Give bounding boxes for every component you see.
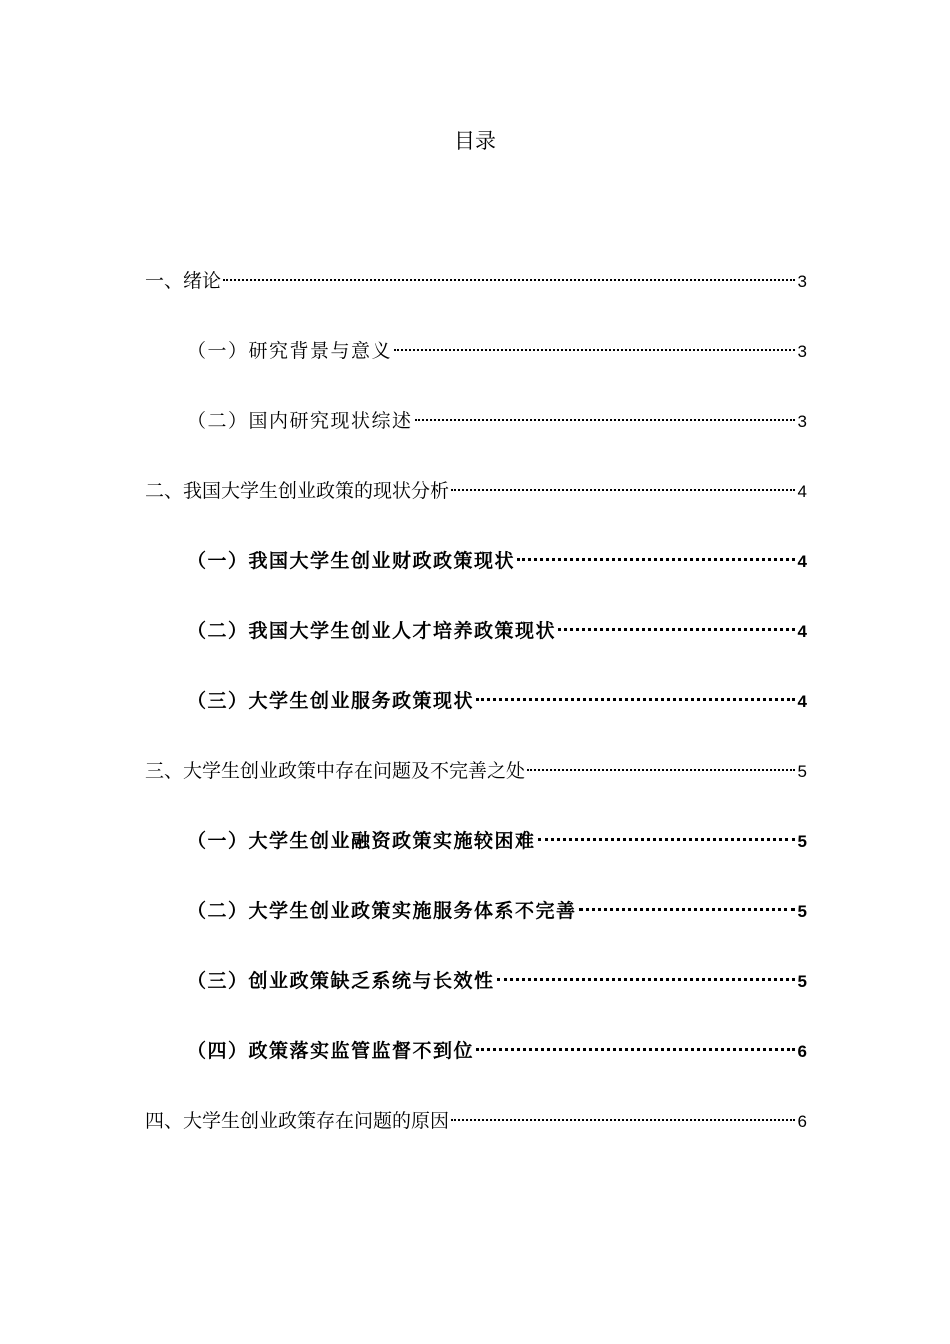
toc-dot-leader: [451, 489, 795, 491]
toc-dot-leader: [476, 698, 795, 701]
toc-entry-page-number: 5: [797, 972, 807, 991]
toc-title: 目录: [454, 129, 496, 153]
toc-entry[interactable]: [145, 474, 807, 508]
toc-dot-leader: [451, 1119, 795, 1121]
toc-dot-leader: [497, 978, 795, 981]
toc-entry-page-number: 5: [797, 832, 807, 851]
toc-entry[interactable]: [187, 544, 807, 578]
toc-entry-label: （二）国内研究现状综述: [187, 410, 413, 432]
toc-entry[interactable]: [187, 964, 807, 998]
toc-entry-page-number: 6: [797, 1042, 807, 1061]
toc-dot-leader: [579, 908, 795, 911]
toc-entry-label: （三）大学生创业服务政策现状: [187, 690, 475, 712]
toc-dot-leader: [517, 558, 795, 561]
toc-entry-page-number: 3: [797, 272, 807, 291]
toc-entry[interactable]: [145, 754, 807, 788]
toc-entry-page-number: 6: [797, 1112, 807, 1131]
toc-entry-page-number: 3: [797, 412, 807, 431]
toc-entry[interactable]: [187, 894, 807, 928]
toc-entry[interactable]: [187, 614, 807, 648]
toc-entry-label: 四、大学生创业政策存在问题的原因: [145, 1110, 450, 1132]
toc-entry-label: 一、绪论: [145, 270, 222, 292]
toc-dot-leader: [538, 838, 795, 841]
toc-entry-page-number: 4: [797, 552, 807, 571]
toc-entry-label: （一）大学生创业融资政策实施较困难: [187, 830, 536, 852]
toc-entry-page-number: 5: [797, 902, 807, 921]
toc-dot-leader: [415, 419, 795, 421]
toc-dot-leader: [527, 769, 795, 771]
toc-entry[interactable]: [187, 684, 807, 718]
toc-dot-leader: [558, 628, 795, 631]
toc-entry[interactable]: [145, 264, 807, 298]
toc-dot-leader: [476, 1048, 795, 1051]
toc-entry[interactable]: [145, 1104, 807, 1138]
toc-entry[interactable]: [187, 404, 807, 438]
toc-entry-page-number: 4: [797, 692, 807, 711]
toc-entry-page-number: 4: [797, 622, 807, 641]
toc-entry-label: 三、大学生创业政策中存在问题及不完善之处: [145, 760, 526, 782]
toc-entry[interactable]: [187, 334, 807, 368]
toc-entry-label: （三）创业政策缺乏系统与长效性: [187, 970, 495, 992]
toc-entry-label: （二）大学生创业政策实施服务体系不完善: [187, 900, 577, 922]
toc-entry-page-number: 4: [797, 482, 807, 501]
toc-entry-label: （一）研究背景与意义: [187, 340, 393, 362]
toc-entry-page-number: 5: [797, 762, 807, 781]
toc-entry-page-number: 3: [797, 342, 807, 361]
toc-dot-leader: [223, 279, 795, 281]
toc-entry-label: （一）我国大学生创业财政政策现状: [187, 550, 516, 572]
toc-entry[interactable]: [187, 1034, 807, 1068]
toc-entry-label: （四）政策落实监管监督不到位: [187, 1040, 475, 1062]
toc-dot-leader: [394, 349, 795, 351]
toc-entry-label: 二、我国大学生创业政策的现状分析: [145, 480, 450, 502]
toc-entry[interactable]: [187, 824, 807, 858]
toc-entry-label: （二）我国大学生创业人才培养政策现状: [187, 620, 557, 642]
